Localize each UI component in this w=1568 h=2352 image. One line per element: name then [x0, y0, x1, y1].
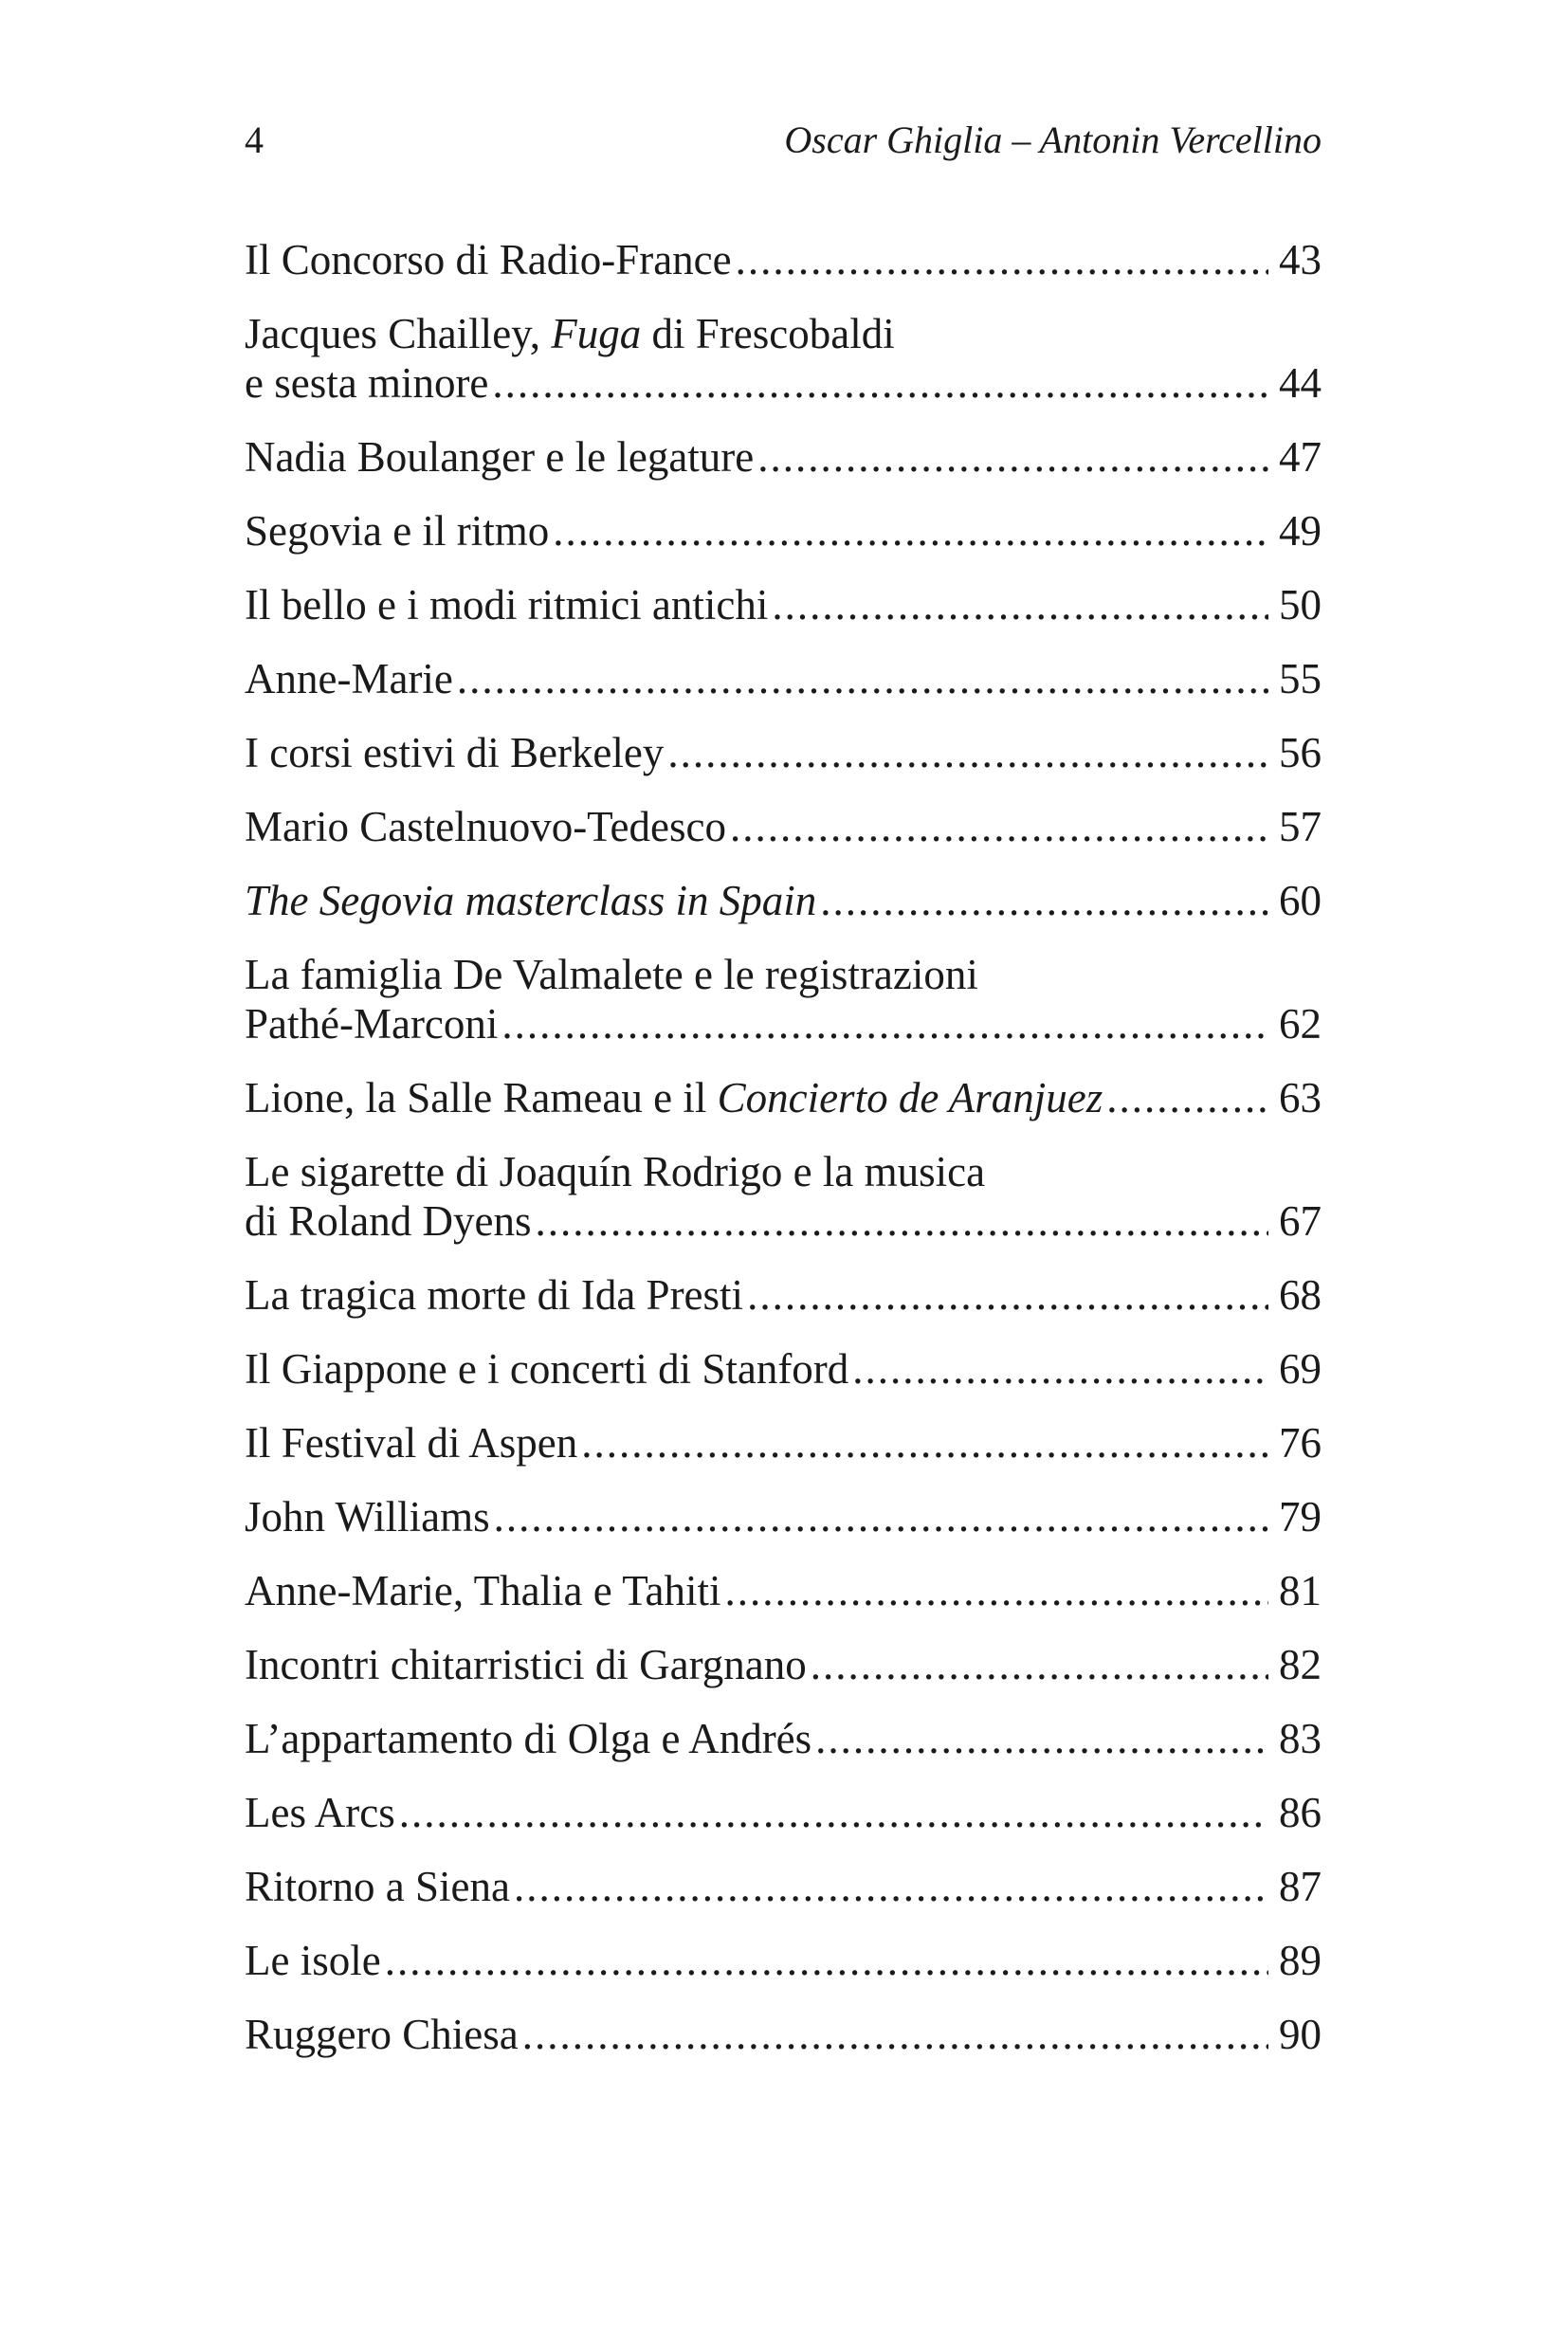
toc-entry	[245, 432, 1322, 482]
dot-leader	[399, 1788, 1268, 1837]
dot-leader	[514, 1862, 1268, 1911]
dot-leader	[815, 1714, 1268, 1763]
toc-entry-title: La tragica morte di Ida Presti	[245, 1271, 744, 1319]
toc-entry	[245, 1714, 1322, 1763]
dot-leader	[385, 1936, 1268, 1985]
table-of-contents	[245, 235, 1322, 2084]
toc-entry	[245, 1073, 1322, 1122]
toc-entry	[245, 876, 1322, 925]
dot-leader	[667, 728, 1268, 777]
toc-entry-title: The Segovia masterclass in Spain	[245, 877, 817, 924]
toc-entry-page: 49	[1279, 507, 1322, 555]
toc-entry	[245, 580, 1322, 629]
toc-entry-title: John Williams	[245, 1493, 490, 1541]
toc-entry	[245, 1936, 1322, 1985]
toc-entry-page: 55	[1279, 655, 1322, 702]
dot-leader	[811, 1640, 1268, 1689]
dot-leader	[581, 1418, 1268, 1468]
toc-entry	[245, 1566, 1322, 1615]
toc-entry-title-line2: Pathé-Marconi	[245, 1000, 499, 1048]
toc-entry	[245, 1492, 1322, 1541]
toc-entry-page: 89	[1279, 1937, 1322, 1984]
dot-leader	[553, 506, 1268, 556]
dot-leader	[501, 999, 1268, 1048]
dot-leader	[492, 358, 1268, 408]
toc-entry	[245, 1270, 1322, 1320]
toc-entry	[245, 1862, 1322, 1911]
toc-entry	[245, 1640, 1322, 1689]
dot-leader	[772, 580, 1268, 629]
toc-entry	[245, 1788, 1322, 1837]
toc-entry-title: L’appartamento di Olga e Andrés	[245, 1715, 812, 1762]
toc-entry	[245, 1344, 1322, 1394]
page-number: 4	[245, 119, 264, 161]
toc-entry-page: 90	[1279, 2011, 1322, 2058]
toc-entry-page: 44	[1279, 359, 1322, 407]
dot-leader	[457, 654, 1268, 703]
toc-entry-page: 76	[1279, 1419, 1322, 1467]
toc-entry-title-line1: Le sigarette di Joaquín Rodrigo e la musica	[245, 1148, 986, 1195]
toc-entry-page: 86	[1279, 1789, 1322, 1836]
toc-entry-page: 83	[1279, 1715, 1322, 1762]
running-head	[245, 112, 1322, 169]
toc-entry	[245, 1147, 1322, 1246]
toc-entry-title-line1: Jacques Chailley, Fuga di Frescobaldi	[245, 310, 895, 357]
toc-entry	[245, 2010, 1322, 2059]
toc-entry-title: Anne-Marie	[245, 655, 453, 702]
toc-entry-title: Mario Castelnuovo-Tedesco	[245, 803, 726, 850]
dot-leader	[522, 2010, 1268, 2059]
toc-entry-title: Il Festival di Aspen	[245, 1419, 578, 1467]
toc-entry-title: Il Concorso di Radio-France	[245, 236, 732, 283]
toc-entry-title-line2: e sesta minore	[245, 359, 489, 407]
toc-entry-title: Ritorno a Siena	[245, 1863, 510, 1910]
toc-entry-page: 63	[1279, 1074, 1322, 1121]
toc-entry-title: Lione, la Salle Rameau e il Concierto de Aranjuez	[245, 1074, 1103, 1121]
toc-entry	[245, 950, 1322, 1048]
toc-entry-page: 43	[1279, 236, 1322, 283]
toc-entry-page: 57	[1279, 803, 1322, 850]
toc-entry	[245, 728, 1322, 777]
dot-leader	[757, 432, 1268, 482]
toc-entry-page: 81	[1279, 1567, 1322, 1614]
toc-entry-title: Il bello e i modi ritmici antichi	[245, 581, 769, 629]
dot-leader	[736, 235, 1268, 284]
toc-entry	[245, 309, 1322, 408]
toc-entry-page: 79	[1279, 1493, 1322, 1541]
toc-entry	[245, 235, 1322, 284]
toc-entry-title-line2: di Roland Dyens	[245, 1197, 532, 1245]
dot-leader	[852, 1344, 1268, 1394]
toc-entry	[245, 654, 1322, 703]
toc-entry-page: 47	[1279, 433, 1322, 481]
dot-leader	[1106, 1073, 1268, 1122]
toc-entry	[245, 802, 1322, 851]
toc-entry-page: 62	[1279, 1000, 1322, 1048]
toc-entry-page: 68	[1279, 1271, 1322, 1319]
running-title: Oscar Ghiglia – Antonin Vercellino	[784, 119, 1322, 161]
dot-leader	[747, 1270, 1268, 1320]
toc-entry-title: Les Arcs	[245, 1789, 395, 1836]
dot-leader	[535, 1196, 1268, 1246]
toc-entry-title: Il Giappone e i concerti di Stanford	[245, 1345, 849, 1393]
toc-entry-title: I corsi estivi di Berkeley	[245, 729, 665, 776]
toc-entry-title: Le isole	[245, 1937, 381, 1984]
dot-leader	[820, 876, 1268, 925]
toc-entry-title: Nadia Boulanger e le legature	[245, 433, 755, 481]
toc-entry-page: 82	[1279, 1641, 1322, 1688]
toc-entry-page: 56	[1279, 729, 1322, 776]
toc-entry-page: 60	[1279, 877, 1322, 924]
toc-entry-page: 50	[1279, 581, 1322, 629]
toc-entry-title-line1: La famiglia De Valmalete e le registrazioni	[245, 951, 978, 998]
toc-entry-page: 69	[1279, 1345, 1322, 1393]
toc-entry	[245, 506, 1322, 556]
toc-entry-title: Incontri chitarristici di Gargnano	[245, 1641, 807, 1688]
dot-leader	[730, 802, 1268, 851]
toc-entry-title: Ruggero Chiesa	[245, 2011, 519, 2058]
dot-leader	[494, 1492, 1268, 1541]
dot-leader	[725, 1566, 1268, 1615]
toc-entry	[245, 1418, 1322, 1468]
toc-entry-page: 87	[1279, 1863, 1322, 1910]
toc-entry-title: Segovia e il ritmo	[245, 507, 550, 555]
toc-entry-page: 67	[1279, 1197, 1322, 1245]
toc-entry-title: Anne-Marie, Thalia e Tahiti	[245, 1567, 721, 1614]
